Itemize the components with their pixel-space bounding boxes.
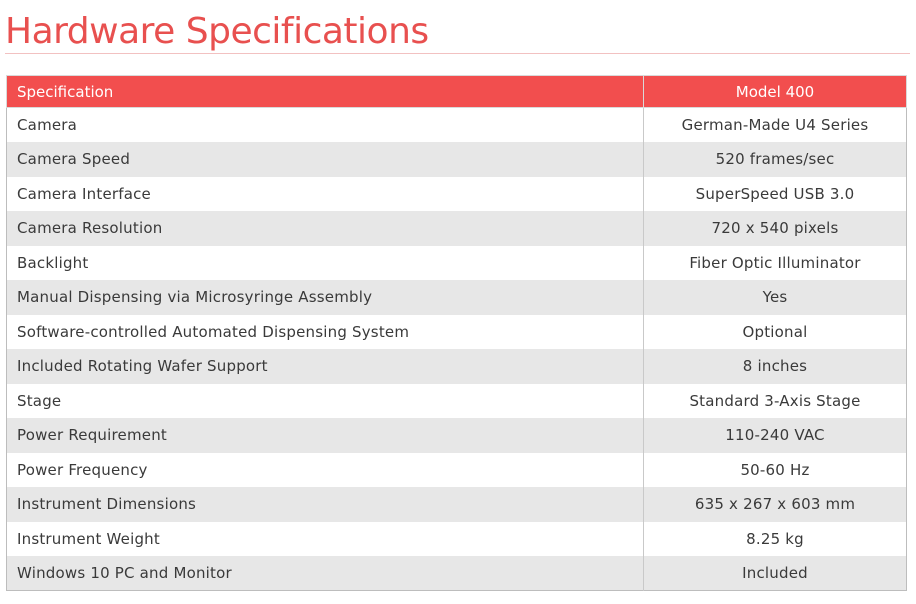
page-title: Hardware Specifications: [5, 11, 429, 52]
spec-value: SuperSpeed USB 3.0: [644, 177, 907, 212]
spec-value: 520 frames/sec: [644, 142, 907, 177]
spec-value: Yes: [644, 280, 907, 315]
table-row: [7, 246, 907, 281]
spec-value: 8 inches: [644, 349, 907, 384]
spec-name: Camera Interface: [7, 177, 644, 212]
spec-value: 8.25 kg: [644, 522, 907, 557]
spec-value: 720 x 540 pixels: [644, 211, 907, 246]
specifications-table: [6, 75, 907, 591]
table-header-row: [7, 76, 907, 108]
table-row: [7, 487, 907, 522]
spec-name: Included Rotating Wafer Support: [7, 349, 644, 384]
table-row: [7, 349, 907, 384]
spec-name: Camera: [7, 108, 644, 143]
spec-value: Optional: [644, 315, 907, 350]
table-row: [7, 315, 907, 350]
table-row: [7, 384, 907, 419]
spec-name: Software-controlled Automated Dispensing System: [7, 315, 644, 350]
table-row: [7, 522, 907, 557]
spec-name: Instrument Dimensions: [7, 487, 644, 522]
title-divider: [5, 53, 910, 54]
spec-value: German-Made U4 Series: [644, 108, 907, 143]
table-row: [7, 108, 907, 143]
header-model: Model 400: [644, 76, 907, 108]
table-row: [7, 177, 907, 212]
spec-name: Windows 10 PC and Monitor: [7, 556, 644, 591]
header-specification: Specification: [7, 76, 644, 108]
table-row: [7, 556, 907, 591]
spec-value: Fiber Optic Illuminator: [644, 246, 907, 281]
spec-value: Standard 3-Axis Stage: [644, 384, 907, 419]
spec-name: Camera Resolution: [7, 211, 644, 246]
table-row: [7, 453, 907, 488]
spec-value: 50-60 Hz: [644, 453, 907, 488]
spec-value: 110-240 VAC: [644, 418, 907, 453]
spec-name: Power Requirement: [7, 418, 644, 453]
table-row: [7, 211, 907, 246]
spec-name: Backlight: [7, 246, 644, 281]
spec-name: Power Frequency: [7, 453, 644, 488]
table-row: [7, 142, 907, 177]
spec-name: Instrument Weight: [7, 522, 644, 557]
spec-value: 635 x 267 x 603 mm: [644, 487, 907, 522]
table-row: [7, 418, 907, 453]
spec-name: Stage: [7, 384, 644, 419]
spec-name: Camera Speed: [7, 142, 644, 177]
table-row: [7, 280, 907, 315]
spec-name: Manual Dispensing via Microsyringe Assembly: [7, 280, 644, 315]
spec-value: Included: [644, 556, 907, 591]
